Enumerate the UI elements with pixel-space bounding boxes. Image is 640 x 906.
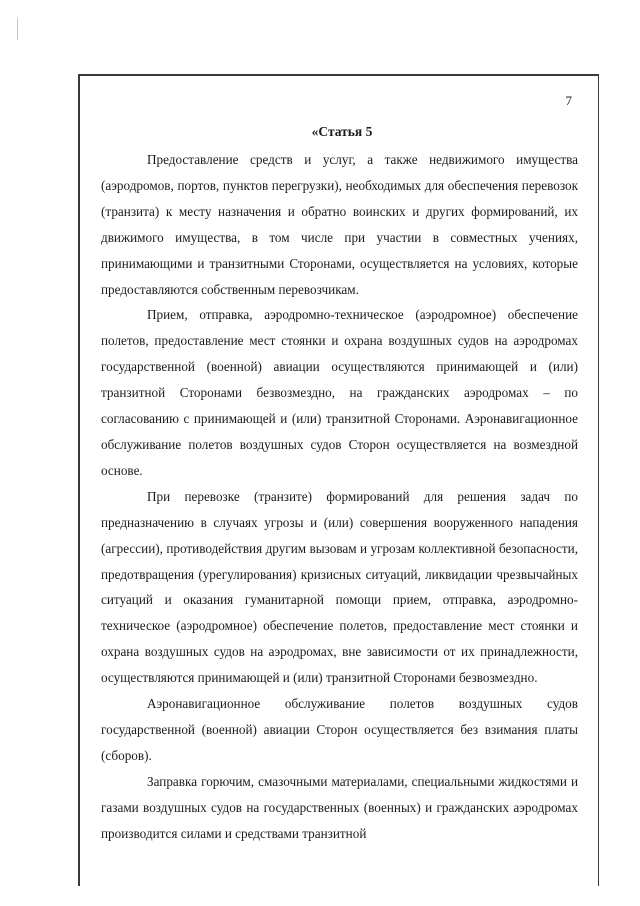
paragraph: Заправка горючим, смазочными материалами, специальными жидкостями и газами воздушных судов на государственных (военных) и гражданских аэродромах производится силами и средствами транзитной — [101, 773, 578, 841]
paragraph: Предоставление средств и услуг, а также недвижимого имущества (аэродромов, портов, пунктов перегрузки), необходимых для обеспечения перевозок (транзита) к месту назначения и обратно воинских и других формирований, их движимого имущества, в том числе при участии в совместных учениях, принимающими и транзитными Сторонами, осуществляется на условиях, которые предоставляются собственным перевозчикам. — [101, 152, 578, 297]
page-number: 7 — [565, 93, 572, 108]
paragraph: Аэронавигационное обслуживание полетов воздушных судов государственной (военной) авиации Сторон осуществляется без взимания платы (сборов). — [101, 696, 578, 763]
article-heading: «Статья 5 — [311, 124, 373, 139]
paragraph: Прием, отправка, аэродромно-техническое (аэродромное) обеспечение полетов, предоставление мест стоянки и охрана воздушных судов на аэродромах государственной (военной) авиации осуществляются принимающей и (или) транзитной Сторонами безвозмездно, на гражданских аэродромах – по согласованию с принимающей и (или) транзитной Сторонами. Аэронавигационное обслуживание полетов воздушных судов Сторон осуществляется на возмездной основе. — [101, 307, 578, 478]
document-page — [78, 74, 599, 886]
article-body — [101, 147, 578, 846]
paragraph: При перевозке (транзите) формирований для решения задач по предназначению в случаях угрозы и (или) совершения вооруженного нападения (агрессии), противодействия другим вызовам и угрозам коллективной безопасности, предотвращения (урегулирования) кризисных ситуаций, ликвидации чрезвычайных ситуаций и оказания гуманитарной помощи прием, отправка, аэродромно-техническое (аэродромное) обеспечение полетов, предоставление мест стоянки и охрана воздушных судов на аэродромах, вне зависимости от их принадлежности, осуществляются принимающей и (или) транзитной Сторонами безвозмездно. — [101, 488, 578, 686]
scan-edge-mark — [17, 18, 18, 40]
